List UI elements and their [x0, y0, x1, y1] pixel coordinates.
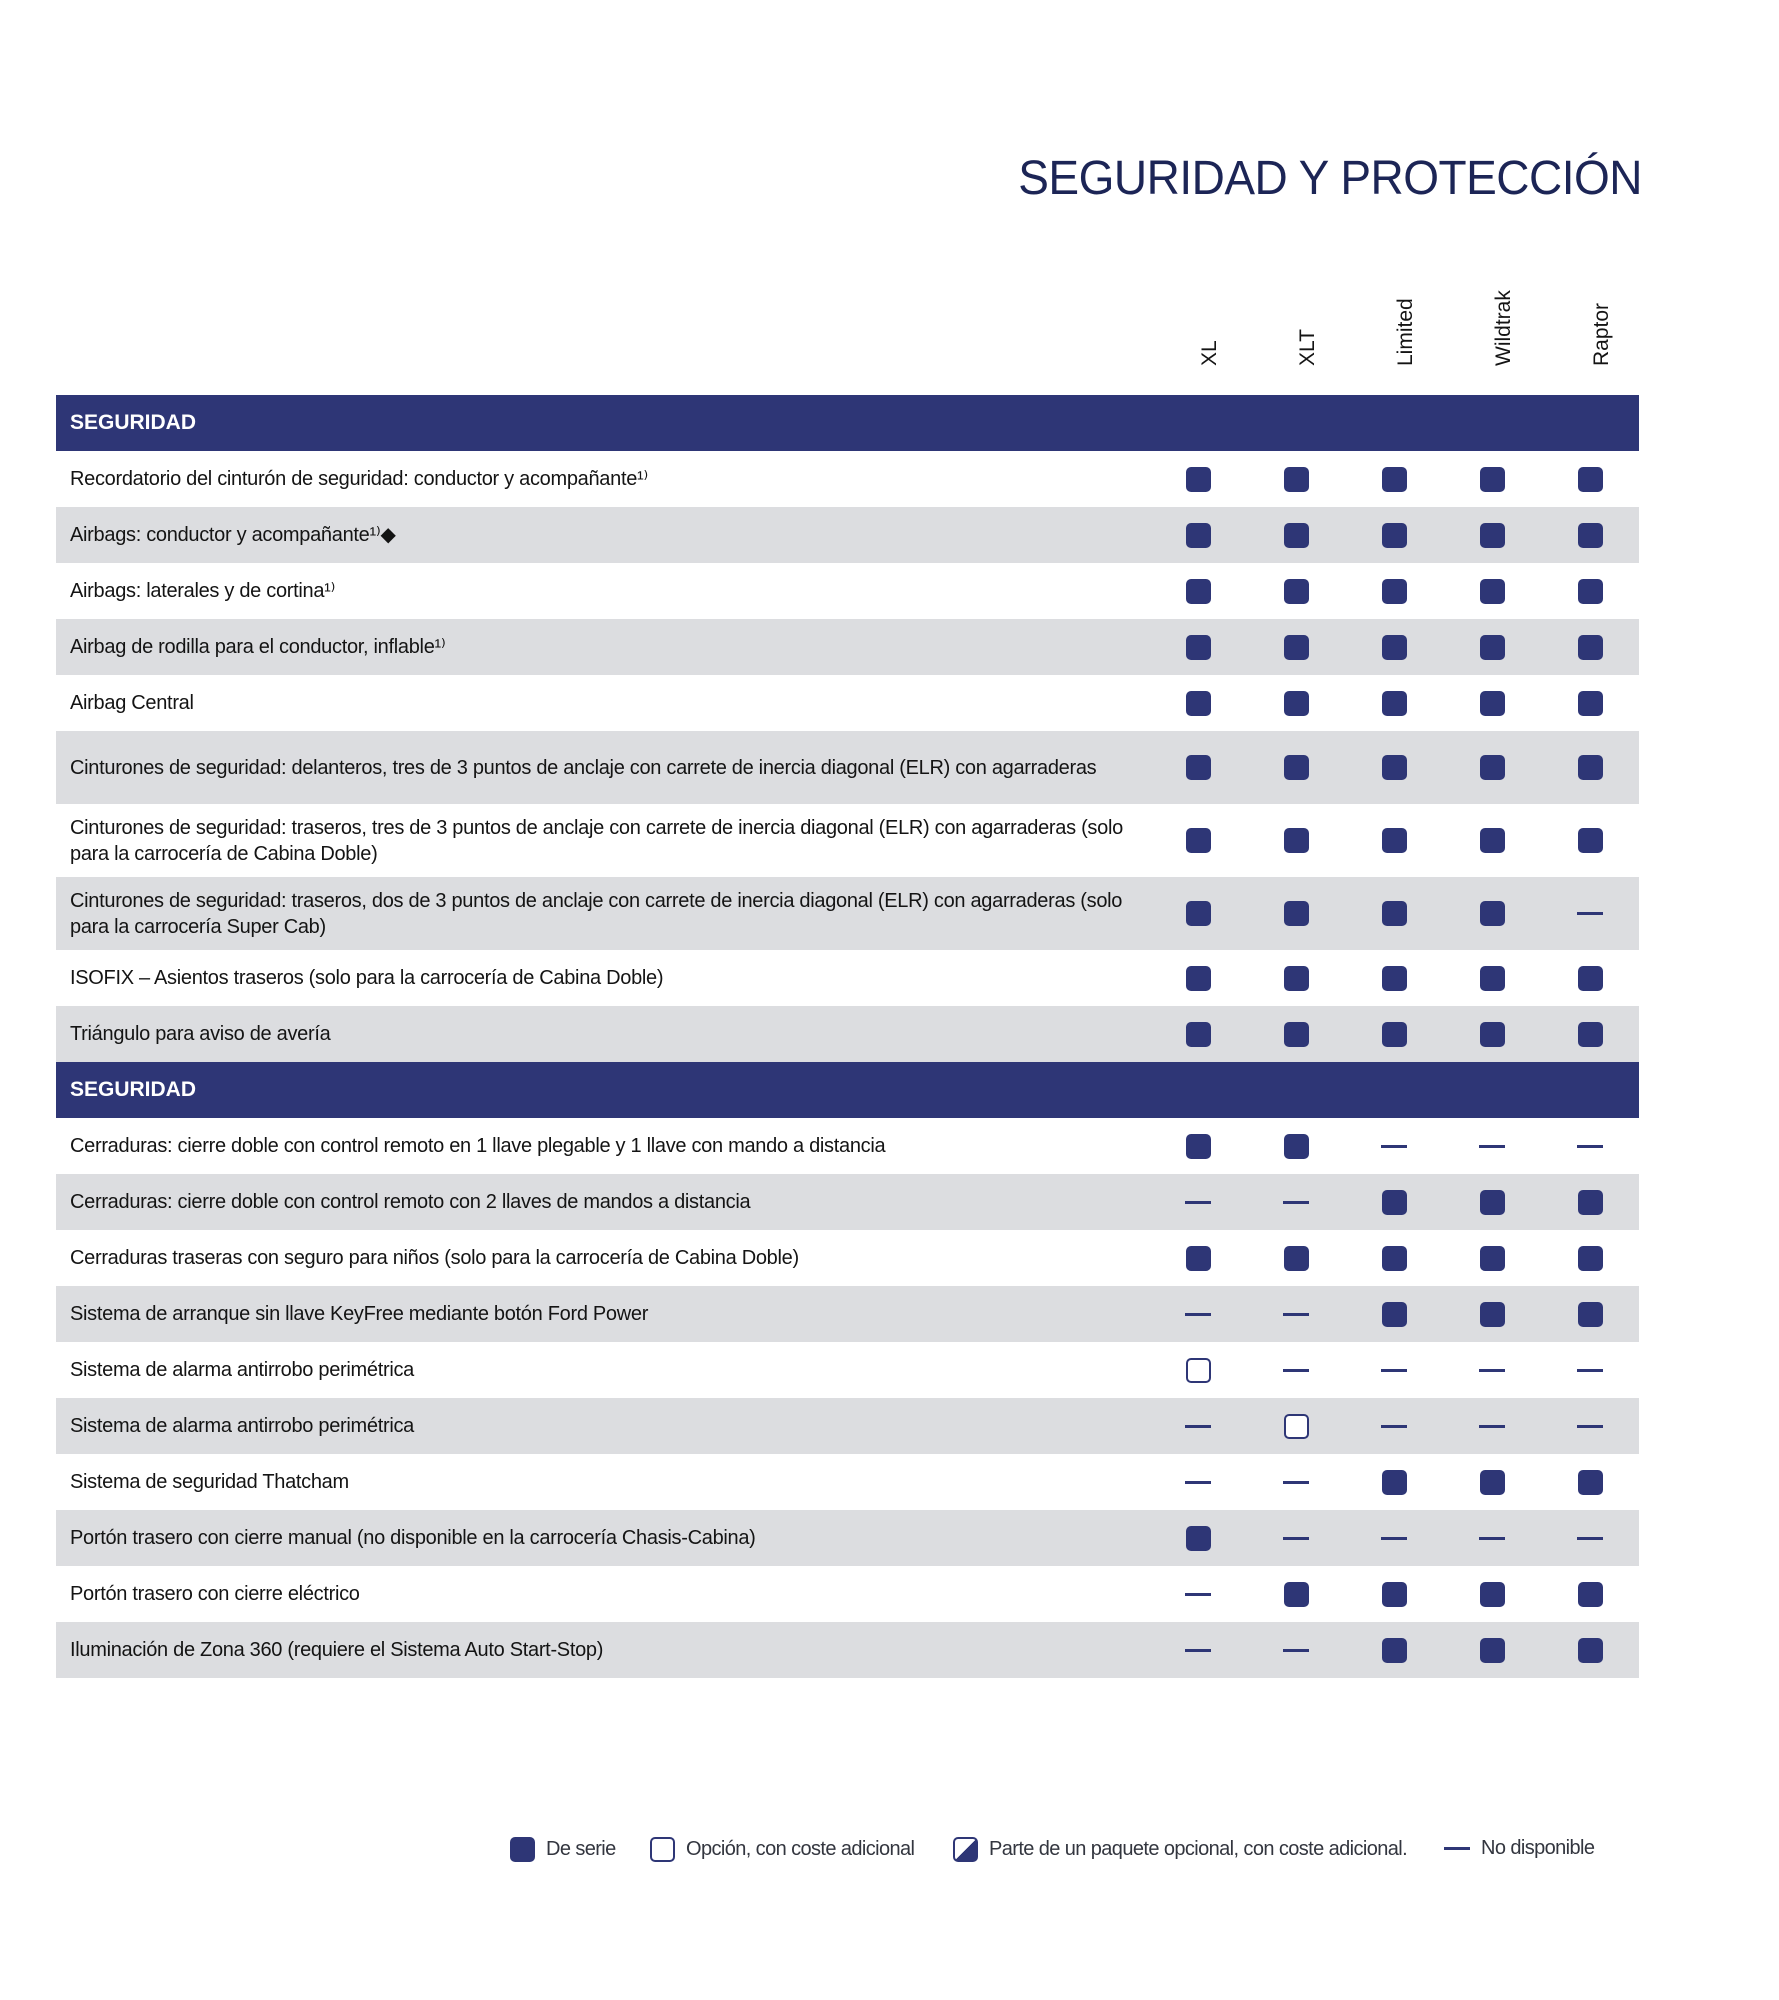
standard-icon: [1284, 901, 1309, 926]
standard-icon: [1480, 966, 1505, 991]
cell-raptor: [1541, 755, 1639, 780]
cell-limited: [1345, 1190, 1443, 1215]
cell-xl: [1149, 755, 1247, 780]
not-available-icon: [1185, 1481, 1211, 1484]
feature-label: Cinturones de seguridad: traseros, tres de 3 puntos de anclaje con carrete de inercia diagonal (ELR) con agarraderas (solo para la carrocería de Cabina Doble): [70, 816, 1123, 865]
section-header: SEGURIDAD: [56, 1062, 1639, 1118]
not-available-icon: [1479, 1145, 1505, 1148]
legend-standard-label: De serie: [546, 1838, 616, 1860]
feature-label: Iluminación de Zona 360 (requiere el Sistema Auto Start-Stop): [70, 1639, 604, 1661]
cell-limited: [1345, 1302, 1443, 1327]
cell-xlt: [1247, 901, 1345, 926]
standard-icon: [1578, 1302, 1603, 1327]
cell-xlt: [1247, 1358, 1345, 1383]
cell-wildtrak: [1443, 1582, 1541, 1607]
cell-limited: [1345, 1414, 1443, 1439]
feature-label: ISOFIX – Asientos traseros (solo para la carrocería de Cabina Doble): [70, 967, 664, 989]
cell-xlt: [1247, 523, 1345, 548]
feature-label: Airbag de rodilla para el conductor, inflable¹⁾: [70, 636, 446, 658]
feature-label: Cerraduras: cierre doble con control remoto en 1 llave plegable y 1 llave con mando a distancia: [70, 1135, 886, 1157]
standard-icon: [1382, 1470, 1407, 1495]
table-row: [56, 950, 1639, 1006]
cell-wildtrak: [1443, 755, 1541, 780]
standard-icon: [1382, 1638, 1407, 1663]
cell-wildtrak: [1443, 523, 1541, 548]
standard-icon: [1382, 467, 1407, 492]
legend-package: [953, 1837, 1407, 1862]
standard-icon: [1578, 828, 1603, 853]
not-available-icon: [1283, 1481, 1309, 1484]
cell-xlt: [1247, 1638, 1345, 1663]
table-row: [56, 563, 1639, 619]
standard-icon: [1480, 1638, 1505, 1663]
cell-wildtrak: [1443, 1358, 1541, 1383]
table-row: [56, 1454, 1639, 1510]
feature-label: Sistema de seguridad Thatcham: [70, 1471, 349, 1493]
standard-icon: [1578, 966, 1603, 991]
equipment-table: [56, 395, 1639, 1678]
standard-icon: [1480, 635, 1505, 660]
cell-xlt: [1247, 1582, 1345, 1607]
standard-icon: [1284, 467, 1309, 492]
standard-icon: [1480, 755, 1505, 780]
standard-icon: [1382, 1302, 1407, 1327]
cell-wildtrak: [1443, 579, 1541, 604]
cell-xl: [1149, 1414, 1247, 1439]
cell-wildtrak: [1443, 1638, 1541, 1663]
cell-raptor: [1541, 635, 1639, 660]
cell-wildtrak: [1443, 1134, 1541, 1159]
section-header: SEGURIDAD: [56, 395, 1639, 451]
cell-xlt: [1247, 691, 1345, 716]
legend-option-label: Opción, con coste adicional: [686, 1838, 915, 1860]
standard-icon: [1578, 755, 1603, 780]
standard-icon: [1382, 755, 1407, 780]
cell-xl: [1149, 579, 1247, 604]
cell-limited: [1345, 635, 1443, 660]
cell-xl: [1149, 635, 1247, 660]
standard-icon: [1578, 1190, 1603, 1215]
cell-xlt: [1247, 1414, 1345, 1439]
standard-icon: [1578, 1638, 1603, 1663]
feature-label: Recordatorio del cinturón de seguridad: conductor y acompañante¹⁾: [70, 468, 648, 490]
cell-limited: [1345, 828, 1443, 853]
standard-icon: [1284, 1246, 1309, 1271]
cell-xl: [1149, 467, 1247, 492]
page-title: SEGURIDAD Y PROTECCIÓN: [1018, 149, 1642, 205]
feature-label: Sistema de alarma antirrobo perimétrica: [70, 1359, 415, 1381]
table-row: [56, 1342, 1639, 1398]
cell-raptor: [1541, 1526, 1639, 1551]
feature-label: Sistema de alarma antirrobo perimétrica: [70, 1415, 415, 1437]
standard-icon: [1186, 1246, 1211, 1271]
standard-icon: [1578, 1246, 1603, 1271]
cell-wildtrak: [1443, 467, 1541, 492]
not-available-icon: [1381, 1369, 1407, 1372]
standard-icon: [1284, 579, 1309, 604]
not-available-icon: [1185, 1425, 1211, 1428]
cell-xlt: [1247, 1302, 1345, 1327]
standard-icon: [1382, 901, 1407, 926]
standard-icon: [1186, 1134, 1211, 1159]
standard-icon: [1578, 1022, 1603, 1047]
table-row: [56, 1006, 1639, 1062]
cell-xlt: [1247, 579, 1345, 604]
feature-label: Airbags: conductor y acompañante¹⁾◆: [70, 524, 396, 546]
legend: [0, 1837, 1779, 1869]
cell-wildtrak: [1443, 635, 1541, 660]
cell-wildtrak: [1443, 1246, 1541, 1271]
cell-raptor: [1541, 1190, 1639, 1215]
cell-xlt: [1247, 828, 1345, 853]
table-row: [56, 1398, 1639, 1454]
cell-raptor: [1541, 1638, 1639, 1663]
feature-label: Sistema de arranque sin llave KeyFree mediante botón Ford Power: [70, 1303, 649, 1325]
standard-icon: [1382, 1246, 1407, 1271]
cell-limited: [1345, 523, 1443, 548]
not-available-icon: [1283, 1649, 1309, 1652]
cell-raptor: [1541, 467, 1639, 492]
cell-raptor: [1541, 1582, 1639, 1607]
standard-icon: [1382, 1190, 1407, 1215]
not-available-icon: [1283, 1313, 1309, 1316]
cell-raptor: [1541, 1246, 1639, 1271]
not-available-icon: [1381, 1425, 1407, 1428]
standard-icon: [1284, 1134, 1309, 1159]
not-available-icon: [1283, 1369, 1309, 1372]
standard-icon: [1480, 579, 1505, 604]
cell-raptor: [1541, 579, 1639, 604]
standard-icon: [1186, 523, 1211, 548]
standard-icon: [1382, 579, 1407, 604]
standard-icon: [1578, 523, 1603, 548]
cell-xlt: [1247, 966, 1345, 991]
not-available-icon: [1577, 1537, 1603, 1540]
cell-wildtrak: [1443, 966, 1541, 991]
standard-icon: [1578, 691, 1603, 716]
not-available-icon: [1185, 1593, 1211, 1596]
cell-xlt: [1247, 1470, 1345, 1495]
standard-icon: [1382, 635, 1407, 660]
standard-icon: [1186, 691, 1211, 716]
legend-option: [650, 1837, 914, 1862]
not-available-icon: [1577, 912, 1603, 915]
not-available-icon: [1381, 1145, 1407, 1148]
feature-label: Cinturones de seguridad: traseros, dos de 3 puntos de anclaje con carrete de inercia diagonal (ELR) con agarraderas (solo para la carrocería Super Cab): [70, 889, 1123, 938]
cell-limited: [1345, 1638, 1443, 1663]
standard-icon: [1382, 523, 1407, 548]
table-row: [56, 1118, 1639, 1174]
not-available-icon: [1185, 1313, 1211, 1316]
cell-xlt: [1247, 635, 1345, 660]
standard-icon: [1186, 467, 1211, 492]
cell-limited: [1345, 1022, 1443, 1047]
cell-limited: [1345, 1526, 1443, 1551]
not-available-icon: [1577, 1145, 1603, 1148]
cell-raptor: [1541, 1414, 1639, 1439]
option-icon: [1186, 1358, 1211, 1383]
cell-raptor: [1541, 1134, 1639, 1159]
table-row: [56, 1622, 1639, 1678]
standard-icon: [1480, 467, 1505, 492]
standard-icon: [510, 1837, 535, 1862]
not-available-icon: [1577, 1369, 1603, 1372]
cell-xl: [1149, 1302, 1247, 1327]
standard-icon: [1186, 966, 1211, 991]
not-available-icon: [1577, 1425, 1603, 1428]
cell-raptor: [1541, 1358, 1639, 1383]
package-icon: [953, 1837, 978, 1862]
table-row: [56, 451, 1639, 507]
feature-label: Triángulo para aviso de avería: [70, 1023, 331, 1045]
standard-icon: [1480, 1022, 1505, 1047]
cell-limited: [1345, 1246, 1443, 1271]
cell-wildtrak: [1443, 1190, 1541, 1215]
standard-icon: [1284, 523, 1309, 548]
standard-icon: [1480, 1246, 1505, 1271]
cell-wildtrak: [1443, 901, 1541, 926]
table-row: [56, 1230, 1639, 1286]
not-available-icon: [1479, 1537, 1505, 1540]
standard-icon: [1578, 467, 1603, 492]
cell-raptor: [1541, 901, 1639, 926]
not-available-icon: [1479, 1425, 1505, 1428]
cell-xlt: [1247, 1246, 1345, 1271]
cell-limited: [1345, 691, 1443, 716]
standard-icon: [1382, 966, 1407, 991]
cell-xl: [1149, 1582, 1247, 1607]
standard-icon: [1284, 1582, 1309, 1607]
table-row: [56, 1510, 1639, 1566]
table-row: [56, 1174, 1639, 1230]
legend-standard: [510, 1837, 616, 1862]
not-available-icon: [1444, 1847, 1470, 1850]
cell-xl: [1149, 1246, 1247, 1271]
cell-raptor: [1541, 691, 1639, 716]
standard-icon: [1480, 1302, 1505, 1327]
cell-limited: [1345, 901, 1443, 926]
standard-icon: [1480, 691, 1505, 716]
not-available-icon: [1185, 1649, 1211, 1652]
standard-icon: [1480, 523, 1505, 548]
not-available-icon: [1283, 1201, 1309, 1204]
cell-xl: [1149, 523, 1247, 548]
standard-icon: [1480, 901, 1505, 926]
table-row: [56, 619, 1639, 675]
cell-xlt: [1247, 1526, 1345, 1551]
cell-xl: [1149, 1022, 1247, 1047]
option-icon: [650, 1837, 675, 1862]
legend-not-available: [1444, 1837, 1594, 1860]
standard-icon: [1186, 1526, 1211, 1551]
standard-icon: [1284, 755, 1309, 780]
cell-xlt: [1247, 1134, 1345, 1159]
cell-limited: [1345, 1582, 1443, 1607]
cell-wildtrak: [1443, 1302, 1541, 1327]
cell-xl: [1149, 1190, 1247, 1215]
cell-raptor: [1541, 966, 1639, 991]
cell-raptor: [1541, 1302, 1639, 1327]
cell-wildtrak: [1443, 1470, 1541, 1495]
cell-xl: [1149, 966, 1247, 991]
table-row: [56, 1566, 1639, 1622]
standard-icon: [1284, 828, 1309, 853]
standard-icon: [1186, 901, 1211, 926]
cell-limited: [1345, 579, 1443, 604]
standard-icon: [1284, 966, 1309, 991]
cell-limited: [1345, 1134, 1443, 1159]
cell-xl: [1149, 828, 1247, 853]
standard-icon: [1186, 828, 1211, 853]
standard-icon: [1284, 1022, 1309, 1047]
cell-wildtrak: [1443, 691, 1541, 716]
cell-wildtrak: [1443, 1022, 1541, 1047]
not-available-icon: [1479, 1369, 1505, 1372]
cell-limited: [1345, 966, 1443, 991]
legend-package-label: Parte de un paquete opcional, con coste adicional.: [989, 1838, 1408, 1860]
option-icon: [1284, 1414, 1309, 1439]
cell-xlt: [1247, 1190, 1345, 1215]
cell-xlt: [1247, 755, 1345, 780]
feature-label: Cinturones de seguridad: delanteros, tres de 3 puntos de anclaje con carrete de inercia diagonal (ELR) con agarraderas: [70, 756, 1097, 779]
not-available-icon: [1185, 1201, 1211, 1204]
cell-raptor: [1541, 1470, 1639, 1495]
cell-xl: [1149, 1134, 1247, 1159]
cell-wildtrak: [1443, 1414, 1541, 1439]
feature-label: Cerraduras: cierre doble con control remoto con 2 llaves de mandos a distancia: [70, 1191, 751, 1213]
cell-xl: [1149, 691, 1247, 716]
table-row: [56, 804, 1639, 877]
not-available-icon: [1381, 1537, 1407, 1540]
standard-icon: [1578, 1470, 1603, 1495]
standard-icon: [1186, 579, 1211, 604]
cell-raptor: [1541, 1022, 1639, 1047]
standard-icon: [1480, 828, 1505, 853]
standard-icon: [1480, 1190, 1505, 1215]
feature-label: Portón trasero con cierre eléctrico: [70, 1583, 360, 1605]
cell-limited: [1345, 467, 1443, 492]
cell-raptor: [1541, 523, 1639, 548]
table-row: [56, 675, 1639, 731]
cell-limited: [1345, 1470, 1443, 1495]
table-row: [56, 507, 1639, 563]
standard-icon: [1578, 579, 1603, 604]
standard-icon: [1186, 755, 1211, 780]
feature-label: Portón trasero con cierre manual (no disponible en la carrocería Chasis-Cabina): [70, 1527, 756, 1549]
standard-icon: [1284, 691, 1309, 716]
standard-icon: [1382, 1582, 1407, 1607]
cell-raptor: [1541, 828, 1639, 853]
cell-xl: [1149, 901, 1247, 926]
standard-icon: [1186, 635, 1211, 660]
cell-limited: [1345, 755, 1443, 780]
cell-limited: [1345, 1358, 1443, 1383]
standard-icon: [1284, 635, 1309, 660]
standard-icon: [1480, 1582, 1505, 1607]
table-row: [56, 877, 1639, 950]
cell-xl: [1149, 1526, 1247, 1551]
cell-xl: [1149, 1470, 1247, 1495]
cell-xlt: [1247, 1022, 1345, 1047]
cell-wildtrak: [1443, 828, 1541, 853]
column-headers: XL XLT Limited Wildtrak Raptor: [1198, 290, 1613, 366]
standard-icon: [1382, 691, 1407, 716]
standard-icon: [1186, 1022, 1211, 1047]
standard-icon: [1382, 1022, 1407, 1047]
not-available-icon: [1283, 1537, 1309, 1540]
legend-not-available-label: No disponible: [1481, 1837, 1595, 1859]
cell-xlt: [1247, 467, 1345, 492]
table-row: [56, 1286, 1639, 1342]
feature-label: Airbag Central: [70, 692, 194, 714]
standard-icon: [1578, 1582, 1603, 1607]
cell-xl: [1149, 1638, 1247, 1663]
standard-icon: [1382, 828, 1407, 853]
standard-icon: [1578, 635, 1603, 660]
feature-label: Cerraduras traseras con seguro para niños (solo para la carrocería de Cabina Doble): [70, 1247, 799, 1269]
standard-icon: [1480, 1470, 1505, 1495]
cell-xl: [1149, 1358, 1247, 1383]
cell-wildtrak: [1443, 1526, 1541, 1551]
feature-label: Airbags: laterales y de cortina¹⁾: [70, 580, 336, 602]
table-row: [56, 731, 1639, 804]
